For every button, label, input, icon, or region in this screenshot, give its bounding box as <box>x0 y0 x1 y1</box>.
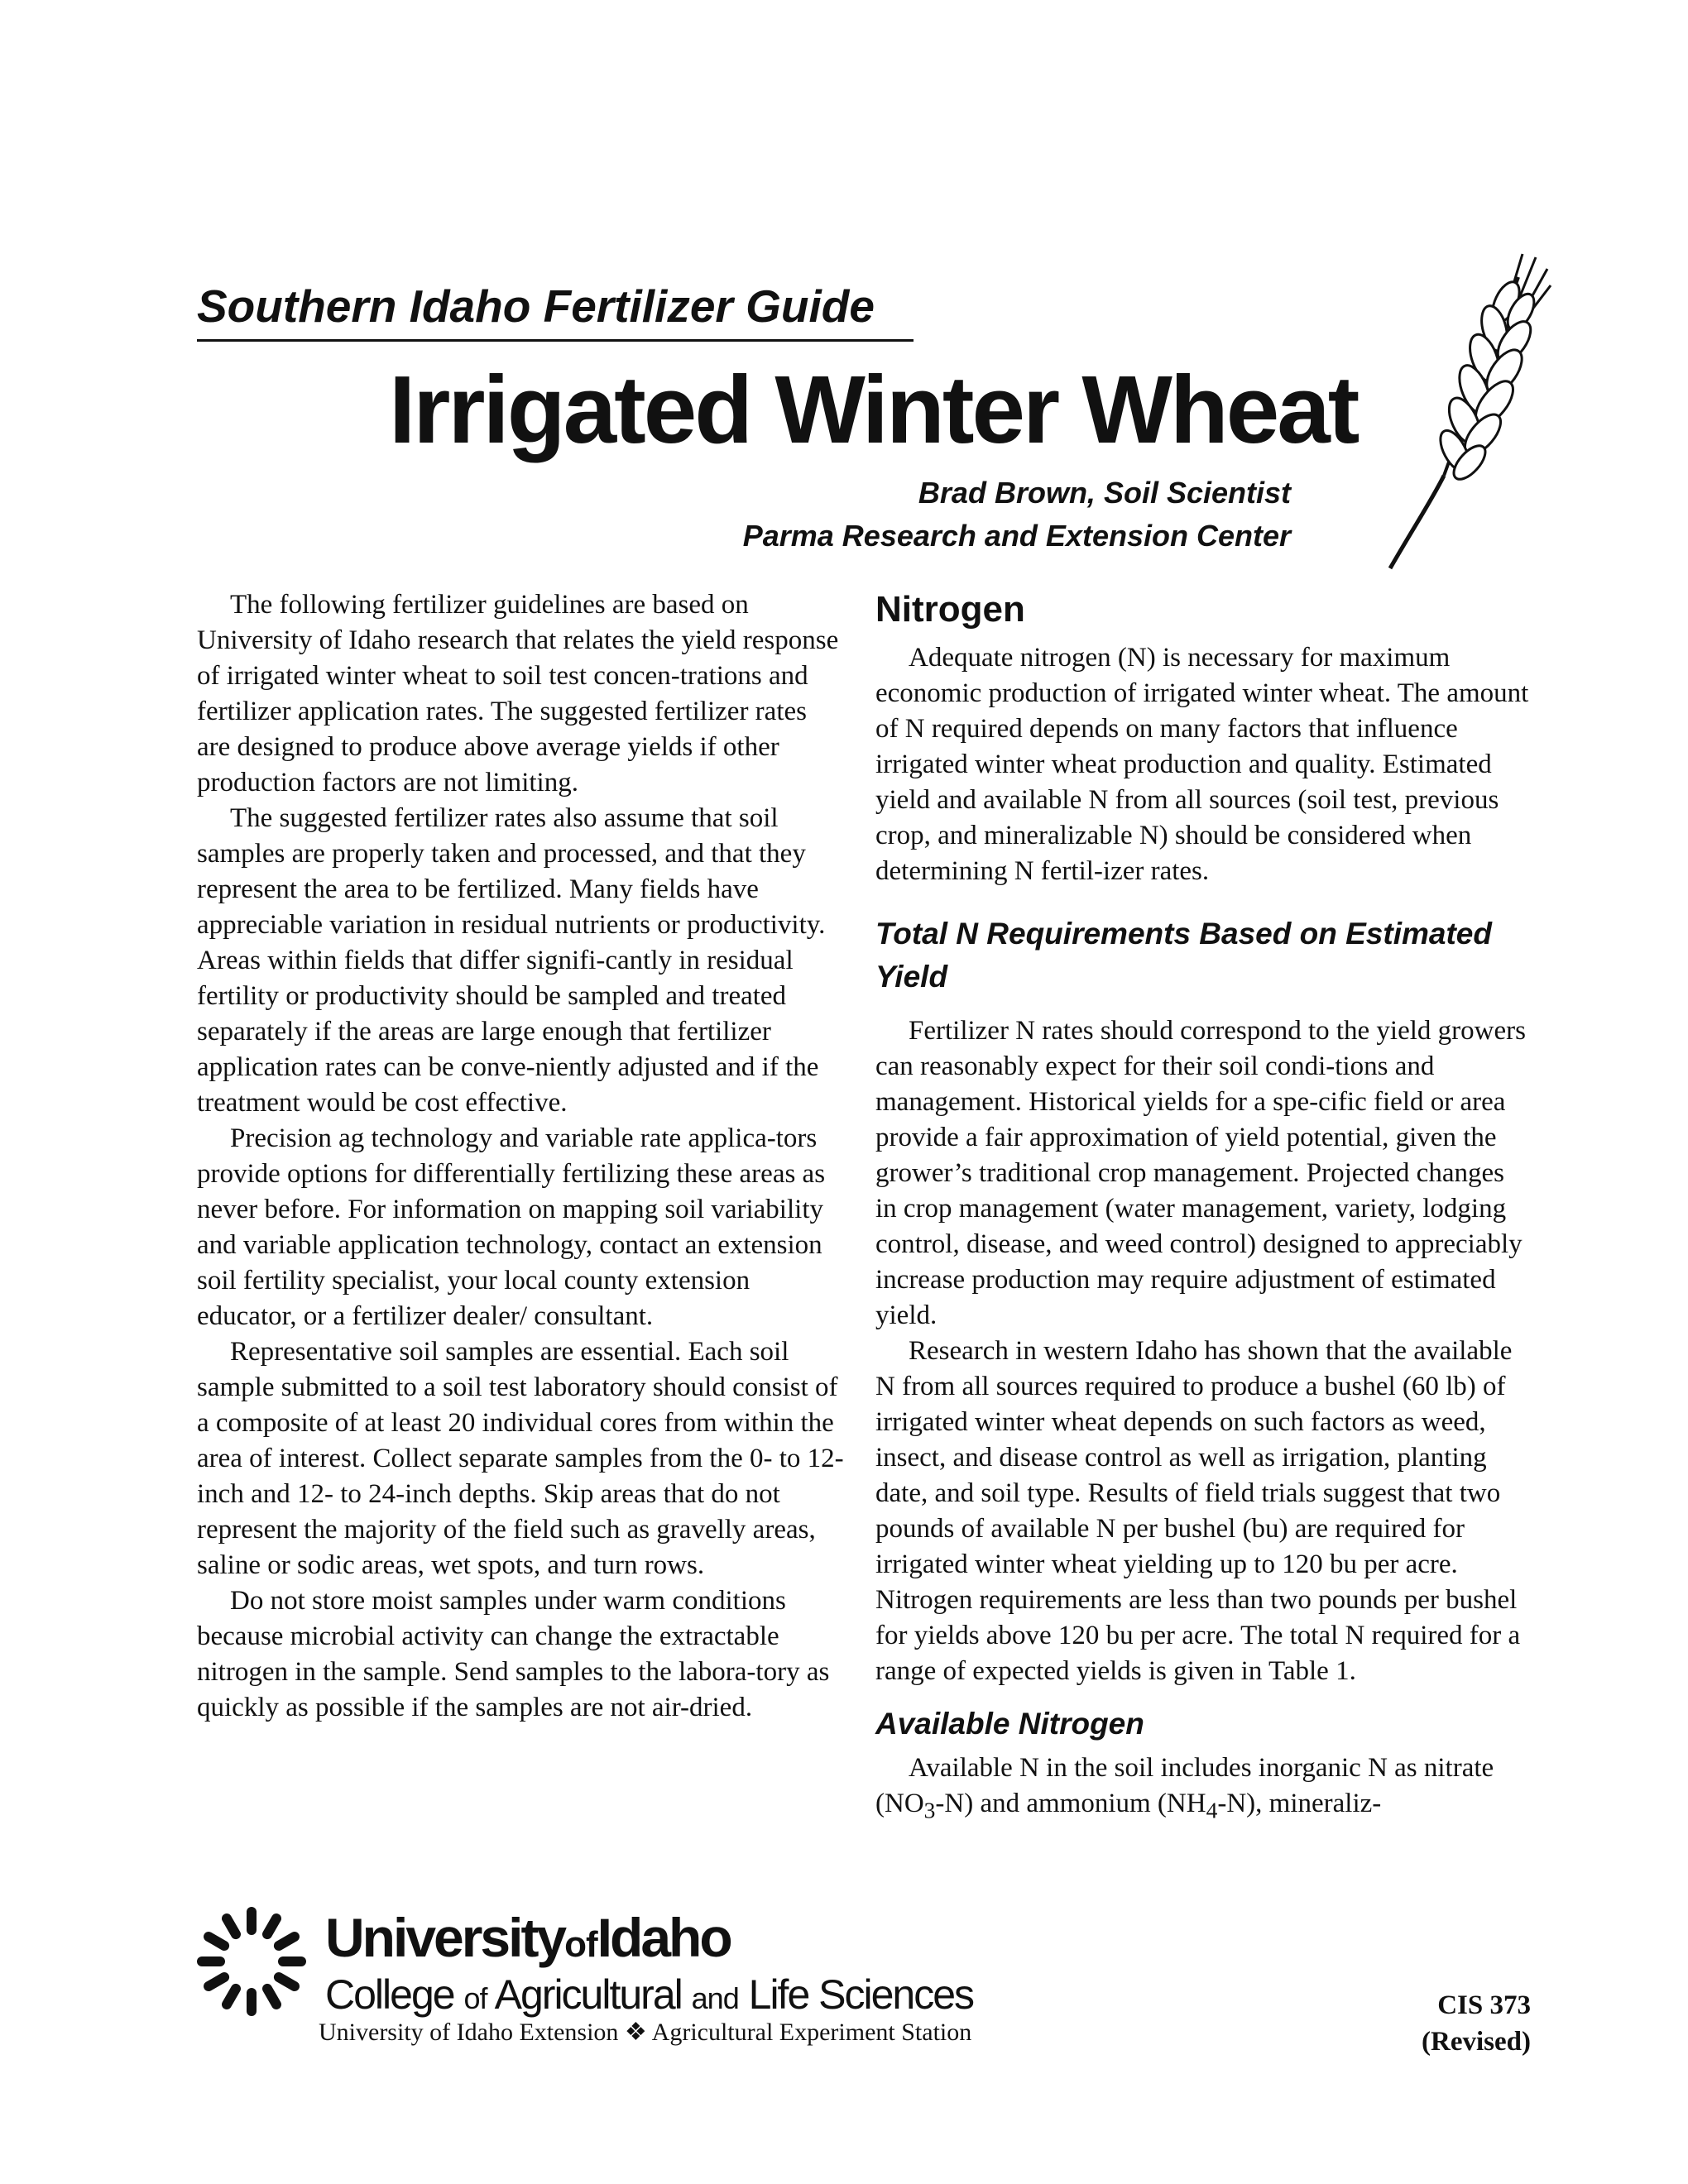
storage-paragraph: Do not store moist samples under warm conditions because microbial activity can change the extractable nitrogen in the sample. Send samples to the labora-tory as quickly as possible if the samples are not air-dried. <box>197 1586 830 1722</box>
affiliation-line: Parma Research and Extension Center <box>742 519 1291 553</box>
ammonium-subscript: 4 <box>1206 1797 1218 1823</box>
author-line: Brad Brown, Soil Scientist <box>918 476 1291 510</box>
heading-nitrogen: Nitrogen <box>875 589 1025 630</box>
wordmark-university: University <box>325 1907 565 1968</box>
available-n-text-3: -N), mineraliz- <box>1217 1789 1382 1818</box>
wordmark-agricultural: Agricultural <box>494 1971 682 2018</box>
wheat-illustration <box>1374 252 1556 575</box>
soil-samples-paragraph: Representative soil samples are essential. Each soil sample submitted to a soil test laboratory should consist of a composite of at least 20 individual cores from within the area of interest. Collect separate samples from the 0- to 12-inch and 12- to 24-inch depths. Skip areas that do not represent the majority of the field such as gravelly areas, saline or sodic areas, wet spots, and turn rows. <box>197 1337 844 1580</box>
available-n-text-2: -N) and ammonium (NH <box>935 1789 1206 1818</box>
byline <box>496 472 1291 558</box>
extension-line: University of Idaho Extension ❖ Agricultural Experiment Station <box>319 2019 972 2046</box>
yield-paragraph: Fertilizer N rates should correspond to the yield growers can reasonably expect for their soil condi-tions and management. Historical yields for a spe-cific field or area provide a fair approximation of yield potential, given the grower’s traditional crop management. Projected changes in crop management (water management, variety, lodging control, disease, and weed control) designed to appreciably increase production may require adjustment of estimated yield. <box>875 1016 1526 1330</box>
wordmark-of-2: of <box>463 1981 487 2015</box>
research-paragraph: Research in western Idaho has shown that the available N from all sources required to produce a bushel (60 lb) of irrigated winter wheat depends on such factors as weed, insect, and disease control as well as irrigation, planting date, and soil type. Results of field trials suggest that two pounds of available N per bushel (bu) are required for irrigated winter wheat yielding up to 120 bu per acre. Nitrogen requirements are less than two pounds per bushel for yields above 120 bu per acre. The total N required for a range of expected yields is given in Table 1. <box>875 1336 1521 1686</box>
university-wordmark <box>325 1907 731 1976</box>
wordmark-life-sciences: Life Sciences <box>748 1971 974 2018</box>
heading-available-n: Available Nitrogen <box>875 1707 1144 1741</box>
available-n-text-1: Available N in the soil includes inorganic N as nitrate (NO <box>875 1753 1494 1818</box>
heading-total-n: Total N Requirements Based on Estimated Yield <box>875 917 1492 994</box>
left-column <box>197 587 844 1726</box>
wordmark-of: of <box>564 1924 597 1965</box>
nitrate-subscript: 3 <box>923 1797 936 1823</box>
page-title: Irrigated Winter Wheat <box>389 356 1358 463</box>
series-title: Southern Idaho Fertilizer Guide <box>197 273 914 342</box>
wordmark-idaho: Idaho <box>597 1907 731 1968</box>
available-n-paragraph <box>875 1751 1529 1828</box>
publication-number <box>1390 1987 1531 2060</box>
pub-number: CIS 373 <box>1437 1990 1531 2020</box>
university-logo <box>197 1907 1057 2023</box>
intro-paragraph: The following fertilizer guidelines are based on University of Idaho research that relates the yield response of irrigated winter wheat to soil test concen-trations and fertilizer application rates. The suggested fertilizer rates are designed to produce above average yields if other production factors are not limiting. <box>197 590 839 797</box>
wordmark-college: College <box>325 1971 454 2018</box>
sampling-paragraph: The suggested fertilizer rates also assume that soil samples are properly taken and processed, and that they represent the area to be fertilized. Many fields have appreciable variation in residual nutrients or productivity. Areas within fields that differ signifi-cantly in residual fertility or productivity should be sampled and treated separately if the areas are large enough that fertilizer application rates can be conve-niently adjusted and if the treatment would be cost effective. <box>197 803 826 1118</box>
university-logo-mark-icon <box>197 1907 321 2021</box>
nitrogen-paragraph: Adequate nitrogen (N) is necessary for maximum economic production of irrigated winter wheat. The amount of N required depends on many factors that influence irrigated winter wheat production and quality. Estimated yield and available N from all sources (soil test, previous crop, and mineralizable N) should be considered when determining N fertil-izer rates. <box>875 643 1529 886</box>
revised-label: (Revised) <box>1422 2027 1531 2057</box>
right-column <box>875 587 1529 1828</box>
wordmark-and: and <box>691 1981 739 2015</box>
precision-ag-paragraph: Precision ag technology and variable rate applica-tors provide options for differentially fertilizing these areas as never before. For information on mapping soil variability and variable application technology, contact an extension soil fertility specialist, your local county extension educator, or a fertilizer dealer/ consultant. <box>197 1123 826 1331</box>
